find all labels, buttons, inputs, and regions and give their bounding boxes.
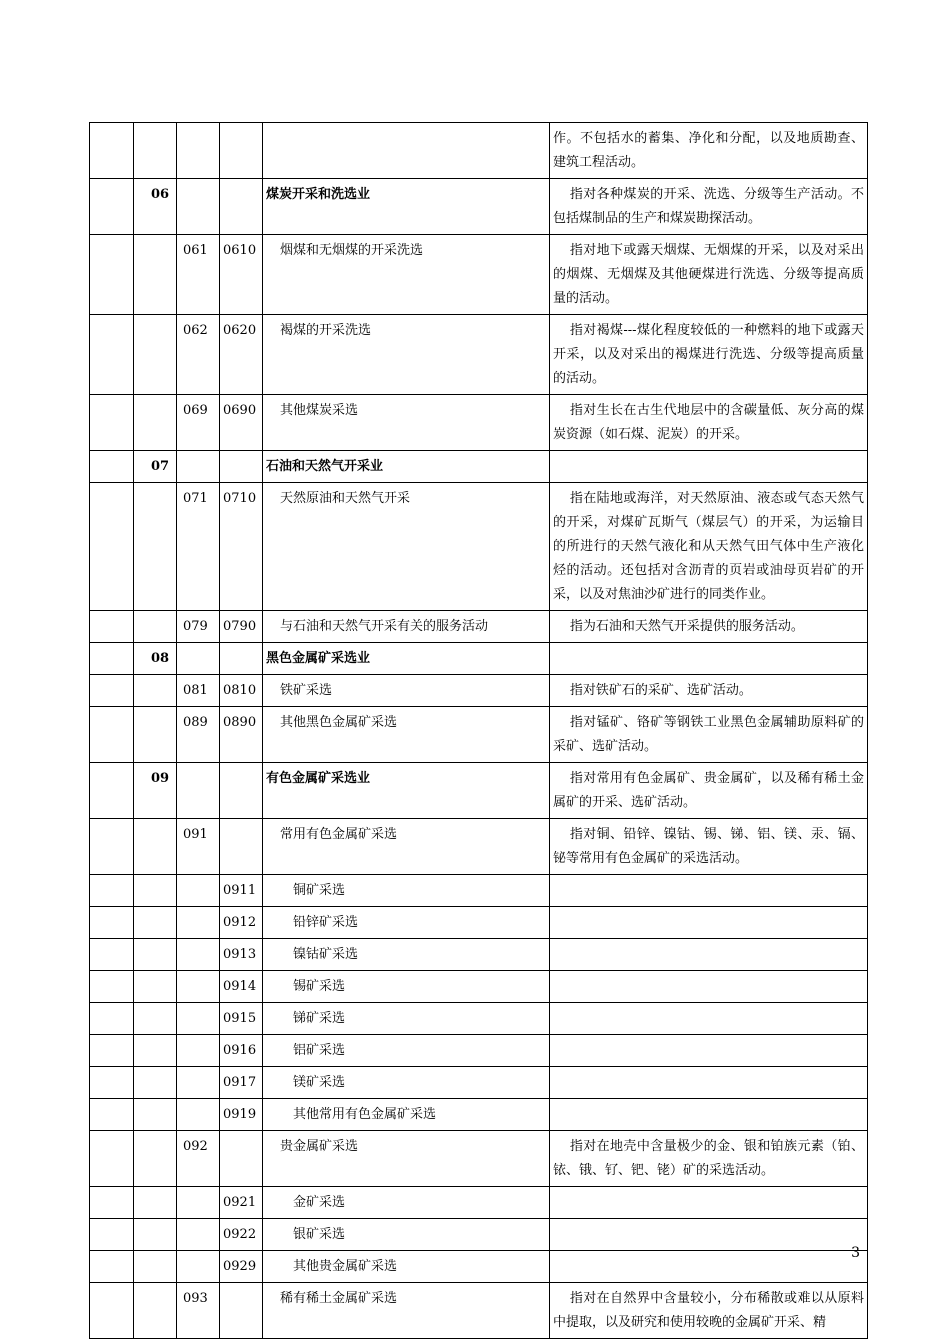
group-code (177, 643, 220, 675)
major-group-code (134, 483, 177, 611)
table-row (90, 939, 868, 971)
group-code: 061 (177, 235, 220, 315)
group-code (177, 971, 220, 1003)
group-code (177, 179, 220, 235)
class-code: 0710 (220, 483, 263, 611)
major-group-code (134, 675, 177, 707)
industry-description (550, 1251, 868, 1283)
table-row (90, 483, 868, 611)
category-cell (90, 1187, 134, 1219)
industry-name: 有色金属矿采选业 (263, 763, 550, 819)
table-row (90, 123, 868, 179)
industry-name: 锡矿采选 (263, 971, 550, 1003)
table-row (90, 1131, 868, 1187)
major-group-code: 09 (134, 763, 177, 819)
table-row (90, 1003, 868, 1035)
industry-name (263, 123, 550, 179)
group-code: 081 (177, 675, 220, 707)
industry-name: 铅锌矿采选 (263, 907, 550, 939)
major-group-code (134, 1067, 177, 1099)
category-cell (90, 1067, 134, 1099)
major-group-code (134, 707, 177, 763)
industry-name: 铜矿采选 (263, 875, 550, 907)
class-code (220, 179, 263, 235)
group-code (177, 1067, 220, 1099)
category-cell (90, 1251, 134, 1283)
group-code (177, 1099, 220, 1131)
major-group-code (134, 875, 177, 907)
industry-name: 银矿采选 (263, 1219, 550, 1251)
group-code (177, 1187, 220, 1219)
category-cell (90, 179, 134, 235)
industry-description: 指在陆地或海洋，对天然原油、液态或气态天然气的开采，对煤矿瓦斯气（煤层气）的开采，为运输目的所进行的天然气液化和从天然气田气体中生产液化烃的活动。还包括对含沥青的页岩或油母页岩矿的开采，以及对焦油沙矿进行的同类作业。 (550, 483, 868, 611)
industry-name: 石油和天然气开采业 (263, 451, 550, 483)
industry-description (550, 1187, 868, 1219)
category-cell (90, 1283, 134, 1339)
industry-description (550, 939, 868, 971)
industry-classification-table (89, 122, 868, 1339)
category-cell (90, 675, 134, 707)
table-row (90, 611, 868, 643)
industry-description (550, 907, 868, 939)
industry-name: 贵金属矿采选 (263, 1131, 550, 1187)
industry-description: 指对铁矿石的采矿、选矿活动。 (550, 675, 868, 707)
category-cell (90, 1099, 134, 1131)
industry-name: 金矿采选 (263, 1187, 550, 1219)
industry-description: 指为石油和天然气开采提供的服务活动。 (550, 611, 868, 643)
category-cell (90, 1003, 134, 1035)
industry-name: 其他贵金属矿采选 (263, 1251, 550, 1283)
major-group-code: 07 (134, 451, 177, 483)
table-row (90, 179, 868, 235)
class-code: 0913 (220, 939, 263, 971)
group-code (177, 763, 220, 819)
category-cell (90, 1219, 134, 1251)
class-code: 0810 (220, 675, 263, 707)
table-row (90, 971, 868, 1003)
major-group-code (134, 123, 177, 179)
class-code: 0912 (220, 907, 263, 939)
industry-name: 稀有稀土金属矿采选 (263, 1283, 550, 1339)
industry-name: 铝矿采选 (263, 1035, 550, 1067)
group-code (177, 939, 220, 971)
industry-name: 烟煤和无烟煤的开采洗选 (263, 235, 550, 315)
class-code: 0916 (220, 1035, 263, 1067)
class-code (220, 451, 263, 483)
industry-description: 指对常用有色金属矿、贵金属矿，以及稀有稀土金属矿的开采、选矿活动。 (550, 763, 868, 819)
table-row (90, 875, 868, 907)
table-row (90, 1251, 868, 1283)
table-row (90, 1187, 868, 1219)
table-row (90, 907, 868, 939)
table-row (90, 675, 868, 707)
category-cell (90, 611, 134, 643)
class-code: 0690 (220, 395, 263, 451)
industry-description (550, 875, 868, 907)
class-code (220, 1131, 263, 1187)
industry-description: 指对铜、铅锌、镍钴、锡、锑、铝、镁、汞、镉、铋等常用有色金属矿的采选活动。 (550, 819, 868, 875)
category-cell (90, 939, 134, 971)
industry-name: 常用有色金属矿采选 (263, 819, 550, 875)
major-group-code (134, 907, 177, 939)
industry-description: 指对地下或露天烟煤、无烟煤的开采，以及对采出的烟煤、无烟煤及其他硬煤进行洗选、分级等提高质量的活动。 (550, 235, 868, 315)
class-code: 0917 (220, 1067, 263, 1099)
group-code (177, 1251, 220, 1283)
group-code: 062 (177, 315, 220, 395)
industry-name: 煤炭开采和洗选业 (263, 179, 550, 235)
industry-name: 与石油和天然气开采有关的服务活动 (263, 611, 550, 643)
major-group-code (134, 1251, 177, 1283)
category-cell (90, 235, 134, 315)
table-row (90, 707, 868, 763)
industry-name: 黑色金属矿采选业 (263, 643, 550, 675)
class-code: 0922 (220, 1219, 263, 1251)
table-body (90, 123, 868, 1339)
class-code: 0915 (220, 1003, 263, 1035)
group-code (177, 875, 220, 907)
industry-name: 其他煤炭采选 (263, 395, 550, 451)
group-code: 092 (177, 1131, 220, 1187)
major-group-code: 08 (134, 643, 177, 675)
major-group-code (134, 395, 177, 451)
table-row (90, 235, 868, 315)
major-group-code (134, 819, 177, 875)
class-code: 0610 (220, 235, 263, 315)
industry-description (550, 1099, 868, 1131)
major-group-code (134, 1187, 177, 1219)
industry-name: 其他常用有色金属矿采选 (263, 1099, 550, 1131)
group-code: 091 (177, 819, 220, 875)
group-code (177, 907, 220, 939)
class-code: 0890 (220, 707, 263, 763)
major-group-code (134, 1035, 177, 1067)
table-row (90, 1099, 868, 1131)
table-row (90, 1283, 868, 1339)
category-cell (90, 907, 134, 939)
class-code (220, 819, 263, 875)
industry-name: 镁矿采选 (263, 1067, 550, 1099)
industry-description: 指对生长在古生代地层中的含碳量低、灰分高的煤炭资源（如石煤、泥炭）的开采。 (550, 395, 868, 451)
industry-name: 铁矿采选 (263, 675, 550, 707)
industry-description (550, 451, 868, 483)
class-code (220, 643, 263, 675)
group-code: 071 (177, 483, 220, 611)
industry-description (550, 1219, 868, 1251)
group-code: 079 (177, 611, 220, 643)
category-cell (90, 315, 134, 395)
category-cell (90, 875, 134, 907)
industry-name: 褐煤的开采洗选 (263, 315, 550, 395)
category-cell (90, 643, 134, 675)
category-cell (90, 763, 134, 819)
industry-description (550, 971, 868, 1003)
table-row (90, 315, 868, 395)
major-group-code (134, 1283, 177, 1339)
group-code (177, 451, 220, 483)
industry-description: 指对在地壳中含量极少的金、银和铂族元素（铂、铱、锇、钌、钯、铑）矿的采选活动。 (550, 1131, 868, 1187)
major-group-code: 06 (134, 179, 177, 235)
class-code (220, 1283, 263, 1339)
class-code: 0921 (220, 1187, 263, 1219)
industry-name: 锑矿采选 (263, 1003, 550, 1035)
class-code (220, 123, 263, 179)
category-cell (90, 971, 134, 1003)
group-code (177, 1035, 220, 1067)
class-code: 0790 (220, 611, 263, 643)
group-code (177, 1003, 220, 1035)
class-code: 0620 (220, 315, 263, 395)
class-code: 0919 (220, 1099, 263, 1131)
industry-description (550, 643, 868, 675)
category-cell (90, 1131, 134, 1187)
industry-description: 指对各种煤炭的开采、洗选、分级等生产活动。不包括煤制品的生产和煤炭勘探活动。 (550, 179, 868, 235)
page-number: 3 (851, 1245, 860, 1261)
industry-name: 其他黑色金属矿采选 (263, 707, 550, 763)
major-group-code (134, 1131, 177, 1187)
major-group-code (134, 235, 177, 315)
industry-description (550, 1003, 868, 1035)
category-cell (90, 123, 134, 179)
category-cell (90, 395, 134, 451)
class-code: 0911 (220, 875, 263, 907)
category-cell (90, 819, 134, 875)
group-code: 093 (177, 1283, 220, 1339)
major-group-code (134, 1219, 177, 1251)
industry-description: 指对在自然界中含量较小，分布稀散或难以从原料中提取，以及研究和使用较晚的金属矿开采、精 (550, 1283, 868, 1339)
category-cell (90, 707, 134, 763)
major-group-code (134, 315, 177, 395)
group-code (177, 1219, 220, 1251)
table-row (90, 1035, 868, 1067)
group-code (177, 123, 220, 179)
category-cell (90, 451, 134, 483)
industry-description: 指对锰矿、铬矿等钢铁工业黑色金属辅助原料矿的采矿、选矿活动。 (550, 707, 868, 763)
table-row (90, 1219, 868, 1251)
industry-description (550, 1067, 868, 1099)
category-cell (90, 483, 134, 611)
table-row (90, 395, 868, 451)
major-group-code (134, 971, 177, 1003)
industry-description: 指对褐煤---煤化程度较低的一种燃料的地下或露天开采，以及对采出的褐煤进行洗选、分级等提高质量的活动。 (550, 315, 868, 395)
table-row (90, 643, 868, 675)
table-row (90, 763, 868, 819)
industry-description: 作。不包括水的蓄集、净化和分配，以及地质勘查、建筑工程活动。 (550, 123, 868, 179)
industry-description (550, 1035, 868, 1067)
major-group-code (134, 611, 177, 643)
class-code: 0914 (220, 971, 263, 1003)
industry-name: 天然原油和天然气开采 (263, 483, 550, 611)
table-row (90, 451, 868, 483)
group-code: 069 (177, 395, 220, 451)
major-group-code (134, 1003, 177, 1035)
group-code: 089 (177, 707, 220, 763)
class-code: 0929 (220, 1251, 263, 1283)
industry-name: 镍钴矿采选 (263, 939, 550, 971)
table-row (90, 819, 868, 875)
major-group-code (134, 1099, 177, 1131)
table-row (90, 1067, 868, 1099)
class-code (220, 763, 263, 819)
category-cell (90, 1035, 134, 1067)
major-group-code (134, 939, 177, 971)
